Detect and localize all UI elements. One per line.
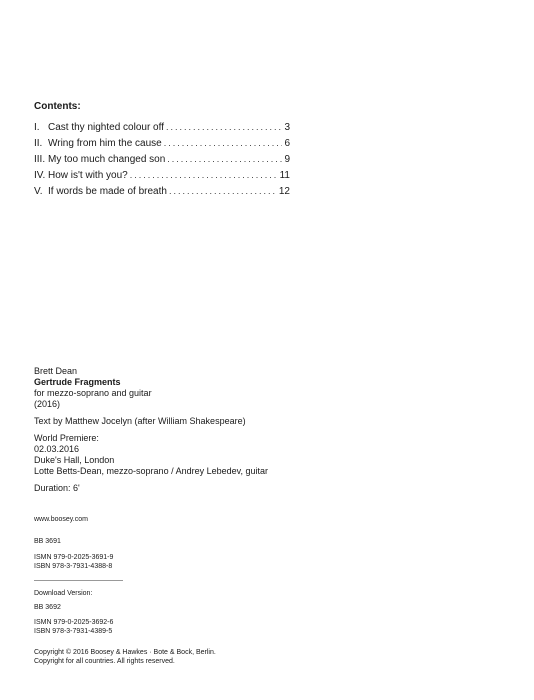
toc-number: II.	[34, 138, 43, 149]
toc-dot-leader	[167, 154, 282, 164]
toc-number: IV.	[34, 170, 46, 181]
premiere-venue: Duke's Hall, London	[34, 455, 115, 465]
copyright-notice	[34, 648, 216, 666]
toc-dot-leader	[169, 186, 277, 196]
print-catalog-number: BB 3691	[34, 538, 61, 545]
toc-page-number: 9	[284, 154, 290, 165]
duration: Duration: 6'	[34, 483, 80, 493]
print-ismn: ISMN 979-0-2025-3691-9	[34, 554, 114, 561]
toc-title: My too much changed son	[48, 154, 166, 165]
print-edition-info	[34, 537, 113, 571]
download-ismn: ISMN 979-0-2025-3692-6	[34, 619, 114, 626]
print-isbn: ISBN 978-3-7931-4388-8	[34, 563, 113, 570]
toc-title: Wring from him the cause	[48, 138, 162, 149]
download-catalog-number: BB 3692	[34, 604, 61, 611]
instrumentation: for mezzo-soprano and guitar	[34, 388, 152, 398]
download-version-label: Download Version:	[34, 590, 93, 597]
download-isbn: ISBN 978-3-7931-4389-5	[34, 628, 113, 635]
table-of-contents	[34, 122, 290, 202]
toc-title: Cast thy nighted colour off	[48, 122, 164, 133]
contents-heading: Contents:	[34, 101, 81, 112]
premiere-performers: Lotte Betts-Dean, mezzo-soprano / Andrey Lebedev, guitar	[34, 466, 268, 476]
work-information	[34, 366, 268, 494]
toc-number: I.	[34, 122, 40, 133]
composition-year: (2016)	[34, 399, 61, 409]
toc-page-number: 12	[278, 186, 290, 197]
toc-number: V.	[34, 186, 43, 197]
toc-page-number: 3	[284, 122, 290, 133]
composer-name: Brett Dean	[34, 366, 78, 376]
toc-entry	[34, 186, 290, 202]
copyright-line-1: Copyright © 2016 Boosey & Hawkes · Bote & Bock, Berlin.	[34, 649, 216, 656]
toc-page-number: 11	[279, 170, 290, 181]
toc-entry	[34, 122, 290, 138]
toc-title: If words be made of breath	[48, 186, 167, 197]
toc-dot-leader	[166, 122, 282, 132]
toc-number: III.	[34, 154, 46, 165]
toc-title: How is't with you?	[48, 170, 128, 181]
toc-page-number: 6	[284, 138, 290, 149]
text-credit: Text by Matthew Jocelyn (after William Shakespeare)	[34, 416, 246, 426]
premiere-date: 02.03.2016	[34, 444, 80, 454]
toc-entry	[34, 138, 290, 154]
work-title: Gertrude Fragments	[34, 377, 121, 387]
premiere-label: World Premiere:	[34, 433, 99, 443]
toc-dot-leader	[130, 170, 278, 180]
copyright-line-2: Copyright for all countries. All rights reserved.	[34, 658, 175, 665]
toc-entry	[34, 170, 290, 186]
publisher-website: www.boosey.com	[34, 516, 88, 523]
divider-line	[34, 580, 123, 581]
toc-dot-leader	[164, 138, 283, 148]
toc-entry	[34, 154, 290, 170]
download-edition-info	[34, 589, 113, 636]
